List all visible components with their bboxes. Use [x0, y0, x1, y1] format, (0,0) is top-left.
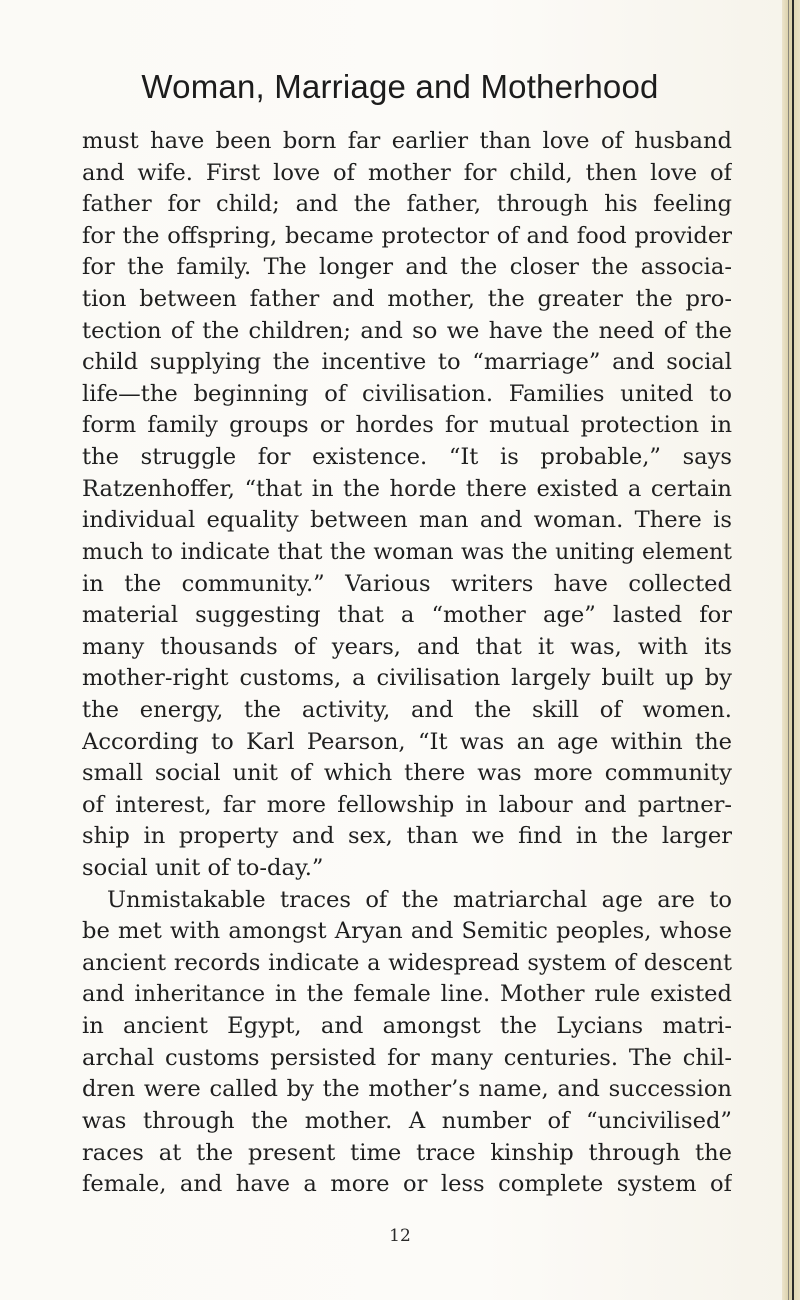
text-line: form family groups or hordes for mutual protection in	[82, 412, 732, 439]
running-head: Woman, Marriage and Motherhood	[141, 68, 659, 105]
text-line: ship in property and sex, than we find in the larger	[82, 823, 732, 850]
text-line: in the community.” Various writers have collected	[82, 570, 732, 597]
text-line: individual equality between man and woman. There is	[82, 507, 732, 534]
text-line: must have been born far earlier than love of husband	[82, 128, 732, 154]
text-line: many thousands of years, and that it was, with its	[82, 633, 732, 660]
paragraph-end-line: social unit of to-day.”	[82, 855, 324, 882]
text-line: was through the mother. A number of “uncivilised”	[82, 1107, 732, 1134]
text-line: Ratzenhoffer, “that in the horde there existed a certain	[82, 475, 732, 502]
text-line: for the family. The longer and the closer the associa-	[82, 254, 732, 281]
text-line: father for child; and the father, through his feeling	[82, 191, 732, 218]
text-line: and inheritance in the female line. Mother rule existed	[82, 981, 732, 1008]
text-line: and wife. First love of mother for child, then love of	[82, 159, 732, 186]
paragraph-start-line: Unmistakable traces of the matriarchal age are to	[107, 886, 732, 913]
page-edge-shadow	[782, 0, 800, 1300]
text-line: archal customs persisted for many centuries. The chil-	[82, 1044, 732, 1071]
text-line: female, and have a more or less complete system of	[82, 1171, 732, 1198]
text-line: of interest, far more fellowship in labour and partner-	[82, 791, 732, 818]
text-line: life—the beginning of civilisation. Families united to	[82, 380, 732, 407]
text-line: in ancient Egypt, and amongst the Lycians matri-	[82, 1013, 732, 1040]
text-line: be met with amongst Aryan and Semitic peoples, whose	[82, 918, 732, 945]
text-line: the struggle for existence. “It is probable,” says	[82, 444, 732, 471]
text-line: material suggesting that a “mother age” lasted for	[82, 602, 732, 629]
body-text	[82, 126, 732, 1201]
text-line: ancient records indicate a widespread system of descent	[82, 949, 732, 976]
text-line: much to indicate that the woman was the uniting element	[82, 539, 732, 565]
text-line: dren were called by the mother’s name, and succession	[82, 1076, 732, 1103]
text-line: the energy, the activity, and the skill of women.	[82, 696, 732, 723]
text-line: tection of the children; and so we have the need of the	[82, 317, 732, 344]
text-line: According to Karl Pearson, “It was an age within the	[82, 728, 732, 755]
page-number: 12	[389, 1226, 411, 1246]
text-line: mother-right customs, a civilisation largely built up by	[82, 665, 732, 692]
text-line: for the offspring, became protector of and food provider	[82, 222, 732, 249]
page-edge-line-thin	[788, 0, 789, 1300]
page-edge-line	[792, 0, 794, 1300]
text-line: child supplying the incentive to “marriage” and social	[82, 349, 732, 376]
text-line: races at the present time trace kinship through the	[82, 1139, 732, 1166]
text-line: small social unit of which there was more community	[82, 760, 732, 787]
text-line: tion between father and mother, the greater the pro-	[82, 286, 732, 313]
